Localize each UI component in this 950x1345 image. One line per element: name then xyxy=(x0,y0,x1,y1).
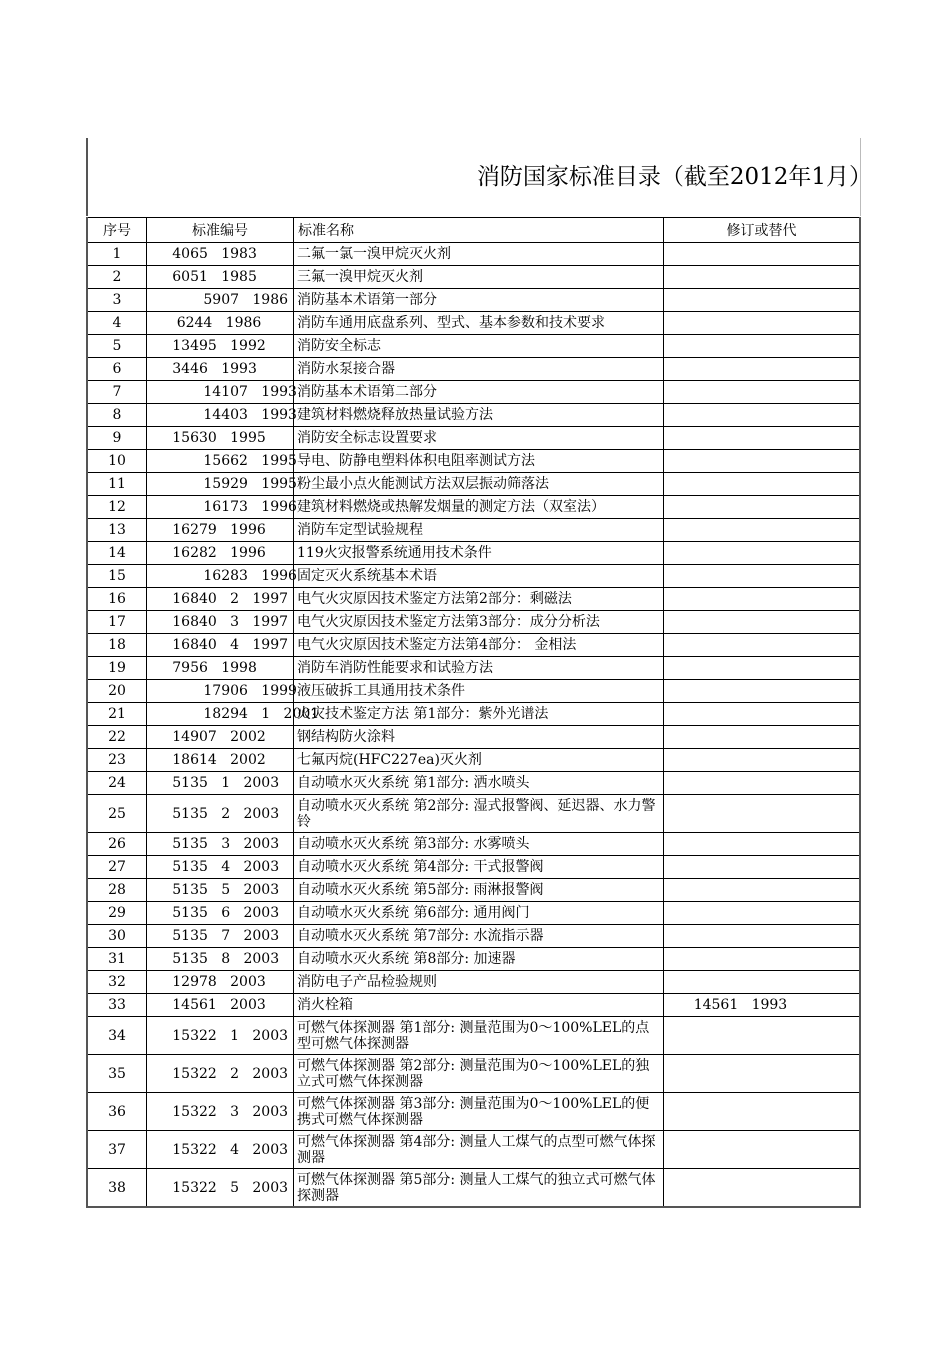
row-seq: 22 xyxy=(87,726,147,749)
table-row xyxy=(87,680,860,703)
row-name: 消防车消防性能要求和试验方法 xyxy=(294,657,664,680)
table-row xyxy=(87,312,860,335)
row-code: 3446 1993 xyxy=(147,358,294,381)
row-seq: 18 xyxy=(87,634,147,657)
table-row xyxy=(87,971,860,994)
row-revision: 14561 1993 xyxy=(664,994,861,1017)
row-name: 可燃气体探测器 第4部分: 测量人工煤气的点型可燃气体探测器 xyxy=(294,1131,664,1169)
row-seq: 27 xyxy=(87,856,147,879)
row-seq: 29 xyxy=(87,902,147,925)
row-code: 14561 2003 xyxy=(147,994,294,1017)
row-seq: 14 xyxy=(87,542,147,565)
row-revision xyxy=(664,266,861,289)
row-seq: 17 xyxy=(87,611,147,634)
table-row xyxy=(87,358,860,381)
row-name: 可燃气体探测器 第1部分: 测量范围为0～100%LEL的点型可燃气体探测器 xyxy=(294,1017,664,1055)
row-revision xyxy=(664,588,861,611)
row-code: 15322 4 2003 xyxy=(147,1131,294,1169)
page-title: 消防国家标准目录（截至2012年1月） xyxy=(476,164,872,190)
standards-table xyxy=(86,217,861,1208)
row-name: 消防电子产品检验规则 xyxy=(294,971,664,994)
row-revision xyxy=(664,1131,861,1169)
table-header-row xyxy=(87,218,860,243)
table-row xyxy=(87,243,860,266)
row-revision xyxy=(664,565,861,588)
row-code: 6051 1985 xyxy=(147,266,294,289)
table-row xyxy=(87,856,860,879)
row-seq: 12 xyxy=(87,496,147,519)
row-name: 固定灭火系统基本术语 xyxy=(294,565,664,588)
row-code: 16173 1996 xyxy=(147,496,294,519)
row-name: 消防车通用底盘系列、型式、基本参数和技术要求 xyxy=(294,312,664,335)
table-row xyxy=(87,266,860,289)
row-code: 16283 1996 xyxy=(147,565,294,588)
table-row xyxy=(87,588,860,611)
row-name: 消防安全标志 xyxy=(294,335,664,358)
table-row xyxy=(87,1169,860,1208)
table-row xyxy=(87,1017,860,1055)
table-row xyxy=(87,703,860,726)
row-revision xyxy=(664,289,861,312)
row-code: 16840 2 1997 xyxy=(147,588,294,611)
row-name: 可燃气体探测器 第5部分: 测量人工煤气的独立式可燃气体探测器 xyxy=(294,1169,664,1208)
row-seq: 7 xyxy=(87,381,147,404)
row-code: 13495 1992 xyxy=(147,335,294,358)
table-row xyxy=(87,565,860,588)
row-code: 7956 1998 xyxy=(147,657,294,680)
row-code: 5135 1 2003 xyxy=(147,772,294,795)
row-revision xyxy=(664,795,861,833)
row-code: 17906 1999 xyxy=(147,680,294,703)
row-seq: 16 xyxy=(87,588,147,611)
table-row xyxy=(87,427,860,450)
table-row xyxy=(87,335,860,358)
table-row xyxy=(87,1055,860,1093)
table-row xyxy=(87,1131,860,1169)
header-revision: 修订或替代 xyxy=(664,218,861,243)
row-seq: 5 xyxy=(87,335,147,358)
table-row xyxy=(87,879,860,902)
row-seq: 4 xyxy=(87,312,147,335)
row-code: 14107 1993 xyxy=(147,381,294,404)
table-row xyxy=(87,496,860,519)
table-row xyxy=(87,795,860,833)
row-revision xyxy=(664,1093,861,1131)
table-row xyxy=(87,1093,860,1131)
row-revision xyxy=(664,1169,861,1208)
row-name: 自动喷水灭火系统 第8部分: 加速器 xyxy=(294,948,664,971)
table-row xyxy=(87,948,860,971)
row-revision xyxy=(664,772,861,795)
row-revision xyxy=(664,657,861,680)
row-code: 15322 1 2003 xyxy=(147,1017,294,1055)
row-revision xyxy=(664,427,861,450)
row-seq: 28 xyxy=(87,879,147,902)
row-name: 消防基本术语第二部分 xyxy=(294,381,664,404)
row-seq: 31 xyxy=(87,948,147,971)
row-code: 5135 6 2003 xyxy=(147,902,294,925)
table-body xyxy=(87,243,860,1208)
row-seq: 2 xyxy=(87,266,147,289)
row-revision xyxy=(664,902,861,925)
row-revision xyxy=(664,381,861,404)
row-seq: 36 xyxy=(87,1093,147,1131)
row-code: 5135 2 2003 xyxy=(147,795,294,833)
row-seq: 3 xyxy=(87,289,147,312)
table-row xyxy=(87,404,860,427)
row-name: 消防基本术语第一部分 xyxy=(294,289,664,312)
row-revision xyxy=(664,680,861,703)
row-name: 粉尘最小点火能测试方法双层振动筛落法 xyxy=(294,473,664,496)
row-revision xyxy=(664,833,861,856)
row-code: 16840 3 1997 xyxy=(147,611,294,634)
row-seq: 9 xyxy=(87,427,147,450)
title-block xyxy=(86,138,872,216)
row-seq: 26 xyxy=(87,833,147,856)
row-code: 14403 1993 xyxy=(147,404,294,427)
row-name: 自动喷水灭火系统 第7部分: 水流指示器 xyxy=(294,925,664,948)
row-seq: 21 xyxy=(87,703,147,726)
row-name: 消防车定型试验规程 xyxy=(294,519,664,542)
row-revision xyxy=(664,519,861,542)
table-row xyxy=(87,657,860,680)
header-code: 标准编号 xyxy=(147,218,294,243)
row-revision xyxy=(664,611,861,634)
row-seq: 1 xyxy=(87,243,147,266)
row-name: 建筑材料燃烧释放热量试验方法 xyxy=(294,404,664,427)
row-name: 消火栓箱 xyxy=(294,994,664,1017)
row-name: 钢结构防火涂料 xyxy=(294,726,664,749)
row-revision xyxy=(664,473,861,496)
row-name: 三氟一溴甲烷灭火剂 xyxy=(294,266,664,289)
row-name: 自动喷水灭火系统 第1部分: 洒水喷头 xyxy=(294,772,664,795)
table-row xyxy=(87,994,860,1017)
row-name: 七氟丙烷(HFC227ea)灭火剂 xyxy=(294,749,664,772)
row-name: 电气火灾原因技术鉴定方法第4部分： 金相法 xyxy=(294,634,664,657)
row-name: 电气火灾原因技术鉴定方法第2部分：剩磁法 xyxy=(294,588,664,611)
table-row xyxy=(87,289,860,312)
row-name: 火灾技术鉴定方法 第1部分：紫外光谱法 xyxy=(294,703,664,726)
row-code: 18614 2002 xyxy=(147,749,294,772)
row-code: 5135 4 2003 xyxy=(147,856,294,879)
row-code: 5907 1986 xyxy=(147,289,294,312)
row-name: 消防水泵接合器 xyxy=(294,358,664,381)
row-code: 5135 8 2003 xyxy=(147,948,294,971)
row-revision xyxy=(664,925,861,948)
row-name: 可燃气体探测器 第2部分: 测量范围为0～100%LEL的独立式可燃气体探测器 xyxy=(294,1055,664,1093)
row-code: 15662 1995 xyxy=(147,450,294,473)
row-name: 119火灾报警系统通用技术条件 xyxy=(294,542,664,565)
row-code: 15929 1995 xyxy=(147,473,294,496)
row-revision xyxy=(664,335,861,358)
row-revision xyxy=(664,971,861,994)
table-row xyxy=(87,381,860,404)
row-name: 自动喷水灭火系统 第4部分: 干式报警阀 xyxy=(294,856,664,879)
row-code: 5135 7 2003 xyxy=(147,925,294,948)
table-row xyxy=(87,634,860,657)
row-code: 15322 3 2003 xyxy=(147,1093,294,1131)
row-seq: 34 xyxy=(87,1017,147,1055)
table-row xyxy=(87,772,860,795)
row-name: 液压破拆工具通用技术条件 xyxy=(294,680,664,703)
row-name: 消防安全标志设置要求 xyxy=(294,427,664,450)
row-name: 自动喷水灭火系统 第2部分: 湿式报警阀、延迟器、水力警铃 xyxy=(294,795,664,833)
row-seq: 11 xyxy=(87,473,147,496)
row-seq: 30 xyxy=(87,925,147,948)
row-revision xyxy=(664,358,861,381)
row-seq: 8 xyxy=(87,404,147,427)
row-seq: 32 xyxy=(87,971,147,994)
row-name: 自动喷水灭火系统 第5部分: 雨淋报警阀 xyxy=(294,879,664,902)
table-row xyxy=(87,450,860,473)
row-name: 电气火灾原因技术鉴定方法第3部分：成分分析法 xyxy=(294,611,664,634)
table-row xyxy=(87,925,860,948)
row-name: 建筑材料燃烧或热解发烟量的测定方法（双室法） xyxy=(294,496,664,519)
row-revision xyxy=(664,856,861,879)
row-seq: 35 xyxy=(87,1055,147,1093)
row-seq: 19 xyxy=(87,657,147,680)
table-row xyxy=(87,473,860,496)
row-revision xyxy=(664,404,861,427)
row-revision xyxy=(664,542,861,565)
row-code: 5135 3 2003 xyxy=(147,833,294,856)
row-revision xyxy=(664,879,861,902)
table-row xyxy=(87,519,860,542)
row-revision xyxy=(664,726,861,749)
row-revision xyxy=(664,450,861,473)
row-code: 16840 4 1997 xyxy=(147,634,294,657)
row-code: 5135 5 2003 xyxy=(147,879,294,902)
row-revision xyxy=(664,1055,861,1093)
header-name: 标准名称 xyxy=(294,218,664,243)
row-code: 15322 5 2003 xyxy=(147,1169,294,1208)
row-seq: 33 xyxy=(87,994,147,1017)
row-seq: 38 xyxy=(87,1169,147,1208)
row-code: 4065 1983 xyxy=(147,243,294,266)
row-code: 15630 1995 xyxy=(147,427,294,450)
row-seq: 10 xyxy=(87,450,147,473)
row-code: 12978 2003 xyxy=(147,971,294,994)
row-code: 15322 2 2003 xyxy=(147,1055,294,1093)
table-row xyxy=(87,726,860,749)
row-revision xyxy=(664,749,861,772)
row-code: 14907 2002 xyxy=(147,726,294,749)
row-code: 16282 1996 xyxy=(147,542,294,565)
row-seq: 37 xyxy=(87,1131,147,1169)
header-seq: 序号 xyxy=(87,218,147,243)
row-revision xyxy=(664,312,861,335)
table-row xyxy=(87,833,860,856)
row-revision xyxy=(664,1017,861,1055)
table-row xyxy=(87,542,860,565)
row-name: 可燃气体探测器 第3部分: 测量范围为0～100%LEL的便携式可燃气体探测器 xyxy=(294,1093,664,1131)
row-revision xyxy=(664,703,861,726)
row-code: 16279 1996 xyxy=(147,519,294,542)
row-name: 自动喷水灭火系统 第6部分: 通用阀门 xyxy=(294,902,664,925)
row-revision xyxy=(664,634,861,657)
row-revision xyxy=(664,948,861,971)
row-name: 导电、防静电塑料体积电阻率测试方法 xyxy=(294,450,664,473)
row-code: 18294 1 2001 xyxy=(147,703,294,726)
row-name: 二氟一氯一溴甲烷灭火剂 xyxy=(294,243,664,266)
row-seq: 6 xyxy=(87,358,147,381)
table-row xyxy=(87,611,860,634)
table-row xyxy=(87,902,860,925)
row-seq: 15 xyxy=(87,565,147,588)
row-seq: 23 xyxy=(87,749,147,772)
row-code: 6244 1986 xyxy=(147,312,294,335)
row-revision xyxy=(664,243,861,266)
table-row xyxy=(87,749,860,772)
row-revision xyxy=(664,496,861,519)
row-seq: 13 xyxy=(87,519,147,542)
row-seq: 24 xyxy=(87,772,147,795)
row-seq: 25 xyxy=(87,795,147,833)
row-seq: 20 xyxy=(87,680,147,703)
row-name: 自动喷水灭火系统 第3部分: 水雾喷头 xyxy=(294,833,664,856)
